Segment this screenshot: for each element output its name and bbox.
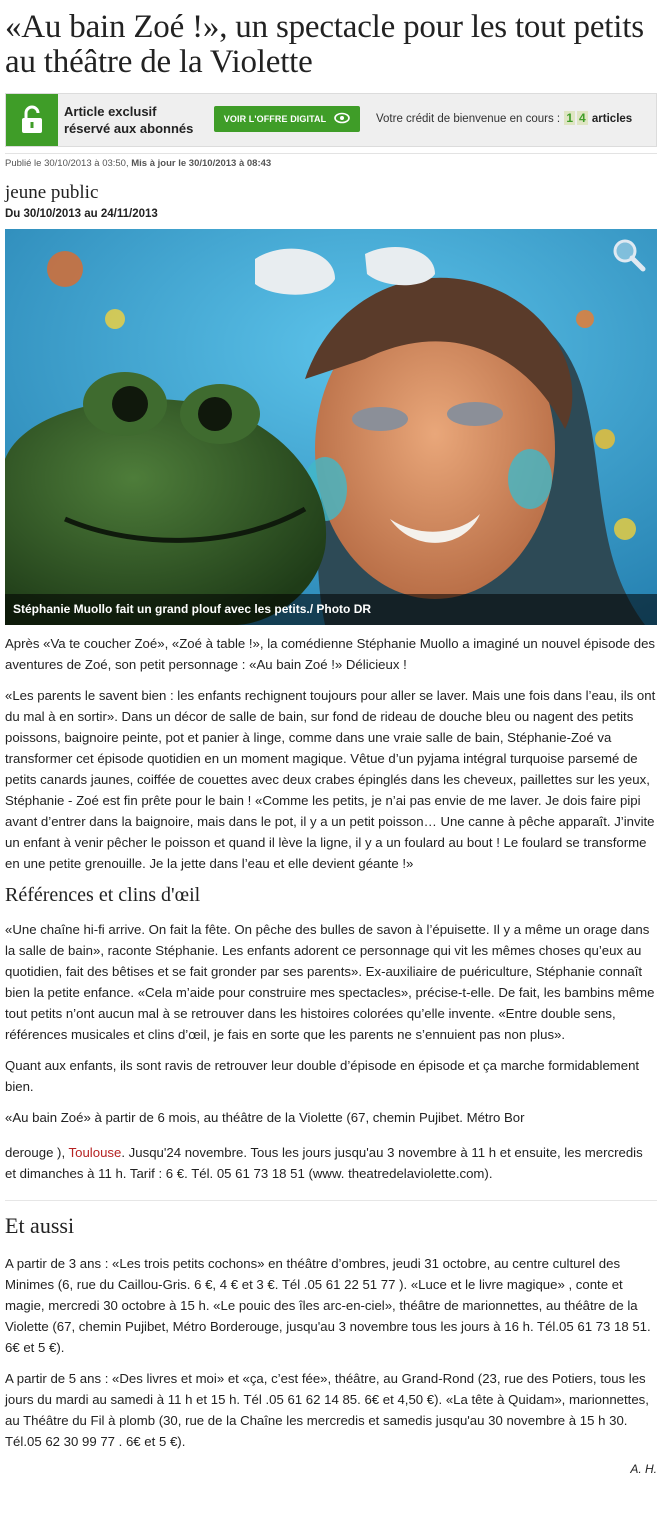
also-heading: Et aussi <box>5 1213 75 1238</box>
photo-caption: Stéphanie Muollo fait un grand plouf avec les petits./ Photo DR <box>5 594 657 625</box>
paragraph: Après «Va te coucher Zoé», «Zoé à table !», la comédienne Stéphanie Muollo a imaginé un nouvel épisode des aventures de Zoé, son petit personnage : «Au bain Zoé !» Délicieux ! <box>5 636 656 672</box>
welcome-credit: Votre crédit de bienvenue en cours : 1 4 articles <box>376 111 633 125</box>
subscriber-banner <box>5 93 657 147</box>
article-body <box>5 633 657 1476</box>
paragraph: «Une chaîne hi-fi arrive. On fait la fête. On pêche des bulles de savon à l’épuisette. Il y a même un orage dans la salle de bain», raconte Stéphanie. Les enfants adorent ce personnage qui vit les mêmes choses qu’eux au quotidien, fait des bêtises et se fait gronder par ses parents». Ex-auxiliaire de puériculture, Stéphanie connaît bien la petite enfance. «Cela m’aide pour construire mes spectacles», précise-t-elle. De fait, les bambins même tout petits n’ont aucun mal à se retrouver dans les histoires colorées qu’elle invente. «Entre double sens, références musicales et clins d’œil, je fais en sorte que les parents ne s’ennuient pas non plus». <box>5 922 655 1042</box>
article-title: «Au bain Zoé !», un spectacle pour les tout petits au théâtre de la Violette <box>5 9 644 80</box>
city-link[interactable]: Toulouse <box>68 1145 122 1160</box>
eye-icon <box>334 112 350 126</box>
exclusive-label: Article exclusif réservé aux abonnés <box>64 104 194 136</box>
credit-digit: 4 <box>579 111 586 125</box>
event-dates: Du 30/10/2013 au 24/11/2013 <box>5 208 158 220</box>
article-photo[interactable] <box>5 229 657 625</box>
paragraph: A partir de 3 ans : «Les trois petits cochons» en théâtre d’ombres, jeudi 31 octobre, au centre culturel des Minimes (6, rue du Caillou-Gris. 6 €, 4 € et 3 €. Tél .05 61 22 51 77 ). «Luce et le livre magique» , conte et magie, mercredi 30 octobre à 15 h. «Le pouic des îles arc-en-ciel», théâtre de marionnettes, au théâtre de la Violette (67, chemin Pujibet, Métro Borderouge, jusqu'au 3 novembre tous les jours à 16 h. Tél.05 61 73 18 51. 6€ et 5 €). <box>5 1256 651 1355</box>
paragraph: «Au bain Zoé» à partir de 6 mois, au théâtre de la Violette (67, chemin Pujibet. Métro Bor <box>5 1110 525 1125</box>
zoom-icon[interactable] <box>611 237 647 273</box>
offer-digital-button[interactable]: VOIR L'OFFRE DIGITAL <box>214 106 360 132</box>
paragraph: A partir de 5 ans : «Des livres et moi» et «ça, c’est fée», théâtre, au Grand-Rond (23, rue des Potiers, tous les jours du mardi au samedi à 11 h et 15 h. Tél .05 61 62 14 85. 6€ et 4,50 €). «La tête à Quidam», marionnettes, au Théâtre du Fil à plomb (30, rue de la Chaîne les mercredis et samedis jusqu'au 30 novembre à 15 h 30. Tél.05 62 30 99 77 . 6€ et 5 €). <box>5 1371 649 1449</box>
article <box>5 0 657 1476</box>
section-heading: Références et clins d'œil <box>5 884 201 906</box>
credit-digit: 1 <box>566 111 574 125</box>
paragraph: «Les parents le savent bien : les enfants rechignent toujours pour aller se laver. Mais une fois dans l’eau, ils ont du mal à en sortir». Dans un décor de salle de bain, sur fond de rideau de douche bleu ou nagent des petits poissons, baignoire peinte, pot et panier à linge, comme dans une vraie salle de bain, Stéphanie-Zoé va transformer cet épisode quotidien en un moment magique. Vêtue d’un pyjama intégral turquoise parsemé de petits canards jaunes, coiffée de couettes avec deux crabes épinglés dans les cheveux, paillettes sur les yeux, Stéphanie - Zoé est fin prête pour le bain ! «Comme les petits, je n’ai pas envie de me laver. Je dois faire pipi avant d’entrer dans la baignoire, mais dans le pot, il y a un petit poisson… Une canne à pêche apparaît. J’invite un enfant à venir pêcher le poisson et quand il lève la ligne, il y a un foulard au bout ! Le foulard se transforme en une petite grenouille. Je la jette dans l’eau et elle devient géante !» <box>5 688 656 871</box>
author: A. H. <box>630 1462 657 1476</box>
publication-meta: Publié le 30/10/2013 à 03:50, Mis à jour le 30/10/2013 à 08:43 <box>5 153 657 172</box>
practical-info: derouge ), Toulouse. Jusqu'24 novembre. Tous les jours jusqu'au 3 novembre à 11 h et ensuite, les mercredis et dimanches à 11 h. Tarif : 6 €. Tél. 05 61 73 18 51 (www. theatredelaviolette.com). <box>5 1145 643 1181</box>
paragraph: Quant aux enfants, ils sont ravis de retrouver leur double d’épisode en épisode et ça marche formidablement bien. <box>5 1058 640 1094</box>
lock-icon <box>6 94 58 146</box>
divider <box>5 1200 657 1201</box>
category-label: jeune public <box>5 182 99 203</box>
photo-image <box>5 229 657 625</box>
